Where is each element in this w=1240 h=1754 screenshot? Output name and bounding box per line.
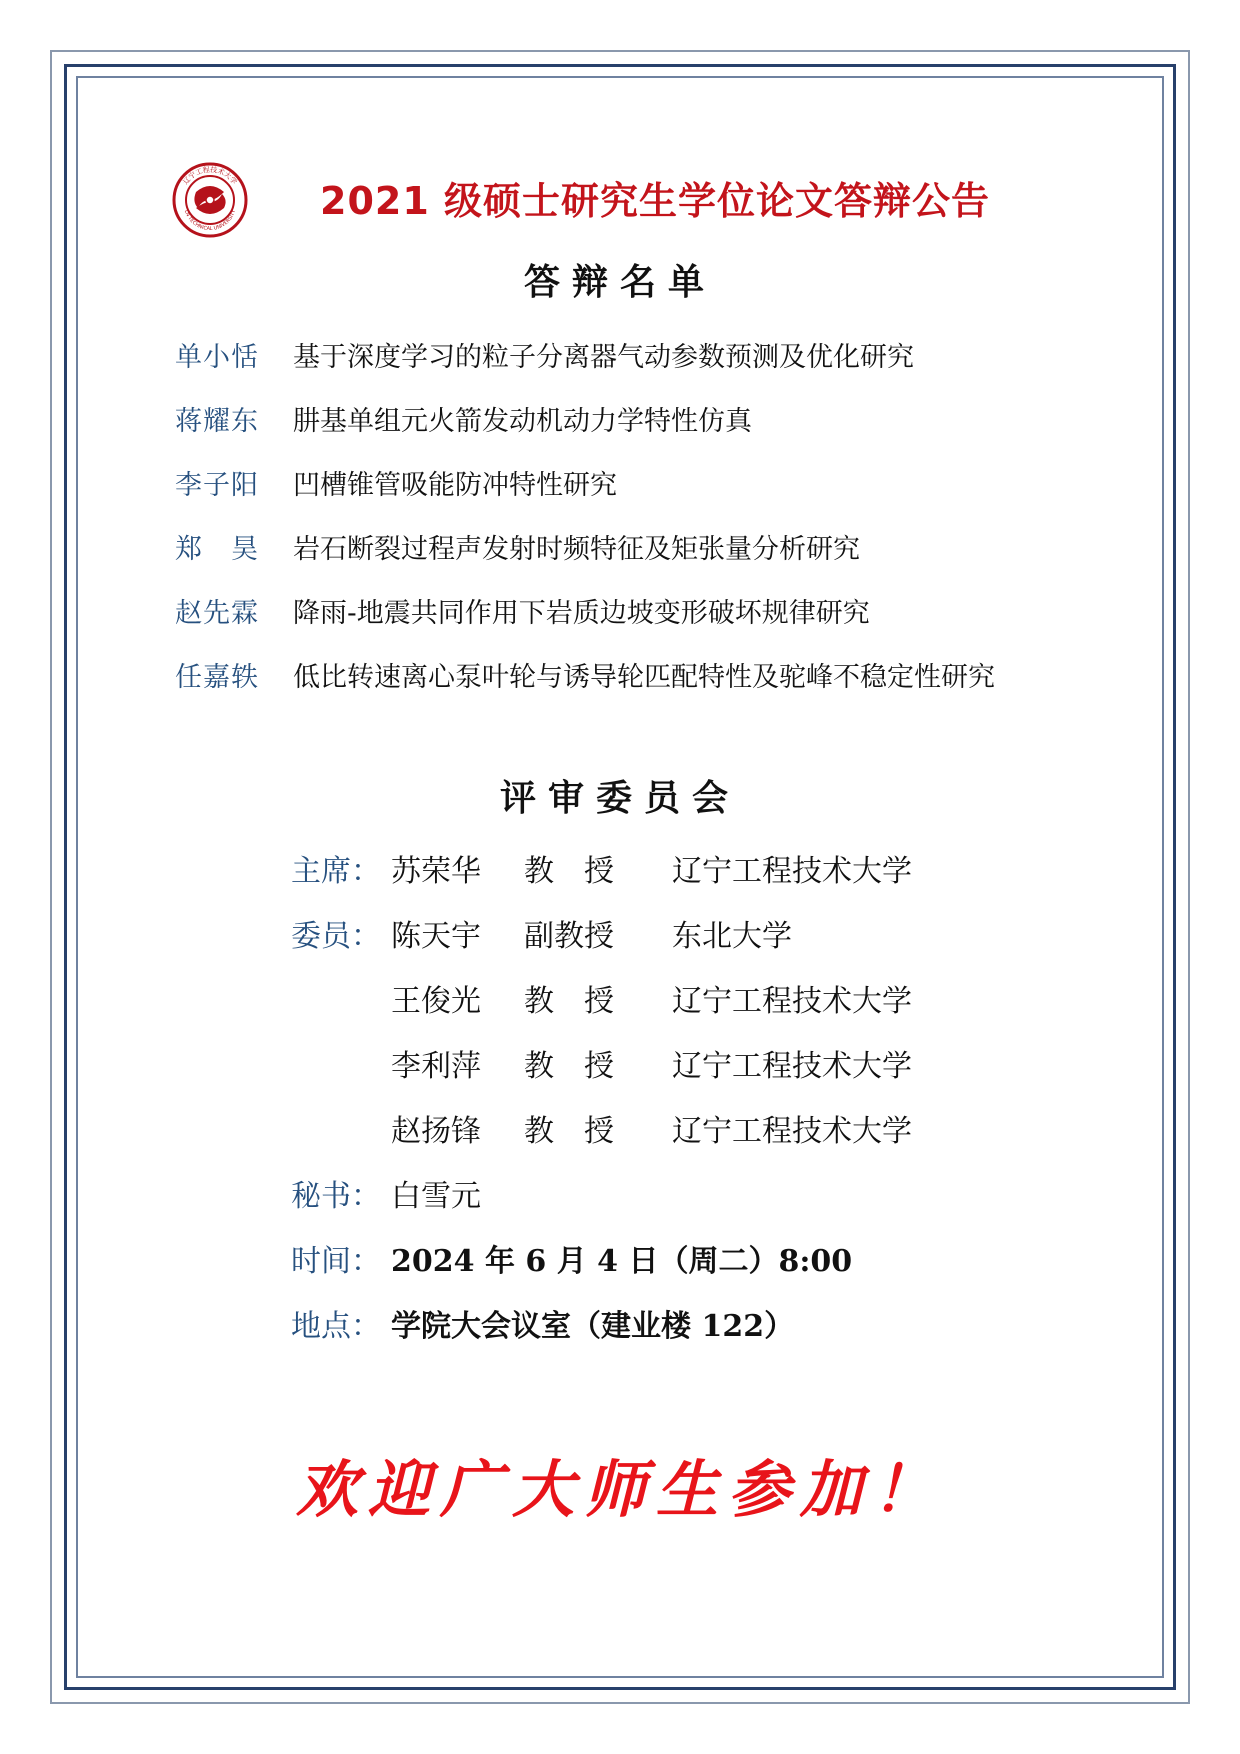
list-item [175, 386, 1135, 450]
committee-heading: 评审委员会 [499, 777, 740, 819]
defense-place: 学院大会议室（建业楼 122） [391, 1308, 795, 1344]
welcome-message: 欢迎广大师生参加！ [295, 1453, 944, 1526]
member-org: 辽宁工程技术大学 [672, 983, 912, 1019]
thesis-topic: 凹槽锥管吸能防冲特性研究 [293, 469, 617, 501]
secretary-row [291, 1160, 1151, 1225]
member-title: 教 授 [524, 1113, 614, 1149]
page-title: 2021 级硕士研究生学位论文答辩公告 [320, 179, 990, 223]
list-item [175, 514, 1135, 578]
secretary-name: 白雪元 [391, 1178, 481, 1214]
committee-chair-row [291, 835, 1151, 900]
member-title: 教 授 [524, 1048, 614, 1084]
member-org: 辽宁工程技术大学 [672, 1113, 912, 1149]
student-name: 单小恬 [175, 341, 259, 373]
student-name: 李子阳 [175, 469, 259, 501]
place-label: 地点： [291, 1308, 381, 1344]
chair-label: 主席： [291, 853, 381, 889]
member-org: 辽宁工程技术大学 [672, 1048, 912, 1084]
member-name: 赵扬锋 [391, 1113, 481, 1149]
defense-list [175, 322, 1135, 706]
member-title: 副教授 [524, 918, 614, 954]
thesis-topic: 肼基单组元火箭发动机动力学特性仿真 [293, 405, 752, 437]
member-label: 委员： [291, 918, 381, 954]
list-item [175, 642, 1135, 706]
defense-list-heading: 答辩名单 [523, 261, 716, 303]
committee-list [291, 835, 1151, 1355]
thesis-topic: 基于深度学习的粒子分离器气动参数预测及优化研究 [293, 341, 914, 373]
thesis-topic: 降雨-地震共同作用下岩质边坡变形破坏规律研究 [293, 597, 870, 629]
university-logo [172, 162, 248, 238]
member-name: 陈天宇 [391, 918, 481, 954]
logo-text-top: 辽宁工程技术大学 [181, 165, 239, 187]
student-name: 赵先霖 [175, 597, 259, 629]
time-label: 时间： [291, 1243, 381, 1279]
committee-member-row [291, 965, 1151, 1030]
thesis-topic: 低比转速离心泵叶轮与诱导轮匹配特性及驼峰不稳定性研究 [293, 661, 995, 693]
committee-member-row [291, 1030, 1151, 1095]
member-org: 辽宁工程技术大学 [672, 853, 912, 889]
member-title: 教 授 [524, 853, 614, 889]
member-name: 王俊光 [391, 983, 481, 1019]
thesis-topic: 岩石断裂过程声发射时频特征及矩张量分析研究 [293, 533, 860, 565]
list-item [175, 578, 1135, 642]
member-title: 教 授 [524, 983, 614, 1019]
student-name: 蒋耀东 [175, 405, 259, 437]
place-row [291, 1290, 1151, 1355]
student-name: 郑 昊 [175, 533, 259, 565]
defense-time: 2024 年 6 月 4 日（周二）8:00 [391, 1243, 853, 1279]
member-org: 东北大学 [672, 918, 792, 954]
time-row [291, 1225, 1151, 1290]
committee-member-row [291, 900, 1151, 965]
list-item [175, 322, 1135, 386]
member-name: 李利萍 [391, 1048, 481, 1084]
student-name: 任嘉轶 [175, 661, 259, 693]
member-name: 苏荣华 [391, 853, 481, 889]
secretary-label: 秘书： [291, 1178, 381, 1214]
list-item [175, 450, 1135, 514]
logo-text-bottom: LN TECHNICAL UNIVERSITY [182, 209, 238, 233]
committee-member-row [291, 1095, 1151, 1160]
